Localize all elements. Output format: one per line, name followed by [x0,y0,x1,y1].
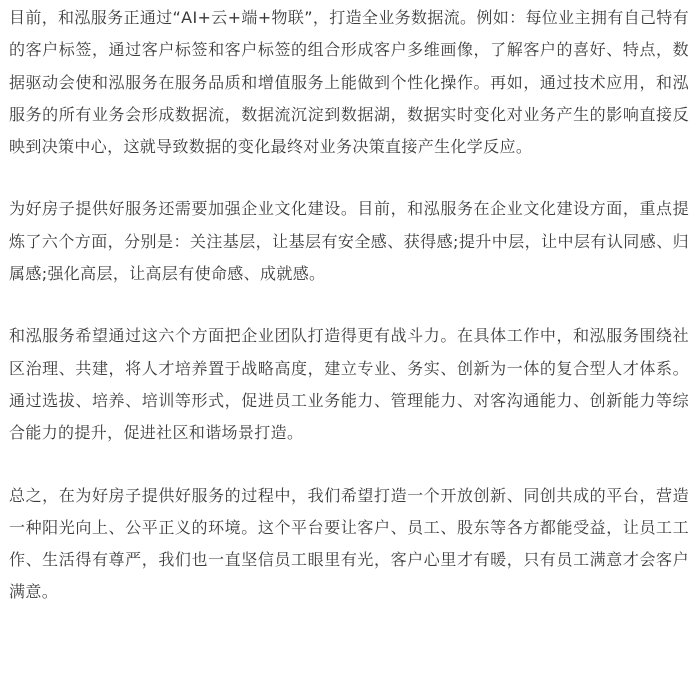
paragraph-conclusion: 总之，在为好房子提供好服务的过程中，我们希望打造一个开放创新、同创共成的平台，营造一种阳光向上、公平正义的环境。这个平台要让客户、员工、股东等各方都能受益，让员工工作、生活得有尊严，我们也一直坚信员工眼里有光，客户心里才有暖，只有员工满意才会客户满意。 [9,485,689,602]
paragraph-data-flow: 目前，和泓服务正通过“AI+云+端+物联”，打造全业务数据流。例如：每位业主拥有自己特有的客户标签，通过客户标签和客户标签的组合形成客户多维画像，了解客户的喜好、特点，数据驱动会使和泓服务在服务品质和增值服务上能做到个性化操作。再如，通过技术应用，和泓服务的所有业务会形成数据流，数据流沉淀到数据湖，数据实时变化对业务产生的影响直接反映到决策中心，这就导致数据的变化最终对业务决策直接产生化学反应。 [9,8,689,157]
paragraph-corporate-culture: 为好房子提供好服务还需要加强企业文化建设。目前，和泓服务在企业文化建设方面，重点提炼了六个方面，分别是：关注基层，让基层有安全感、获得感;提升中层，让中层有认同感、归属感;强化高层，让高层有使命感、成就感。 [9,199,689,284]
paragraph-talent-system: 和泓服务希望通过这六个方面把企业团队打造得更有战斗力。在具体工作中，和泓服务围绕社区治理、共建，将人才培养置于战略高度，建立专业、务实、创新为一体的复合型人才体系。通过选拔、培养、培训等形式，促进员工业务能力、管理能力、对客沟通能力、创新能力等综合能力的提升，促进社区和谐场景打造。 [9,326,689,443]
